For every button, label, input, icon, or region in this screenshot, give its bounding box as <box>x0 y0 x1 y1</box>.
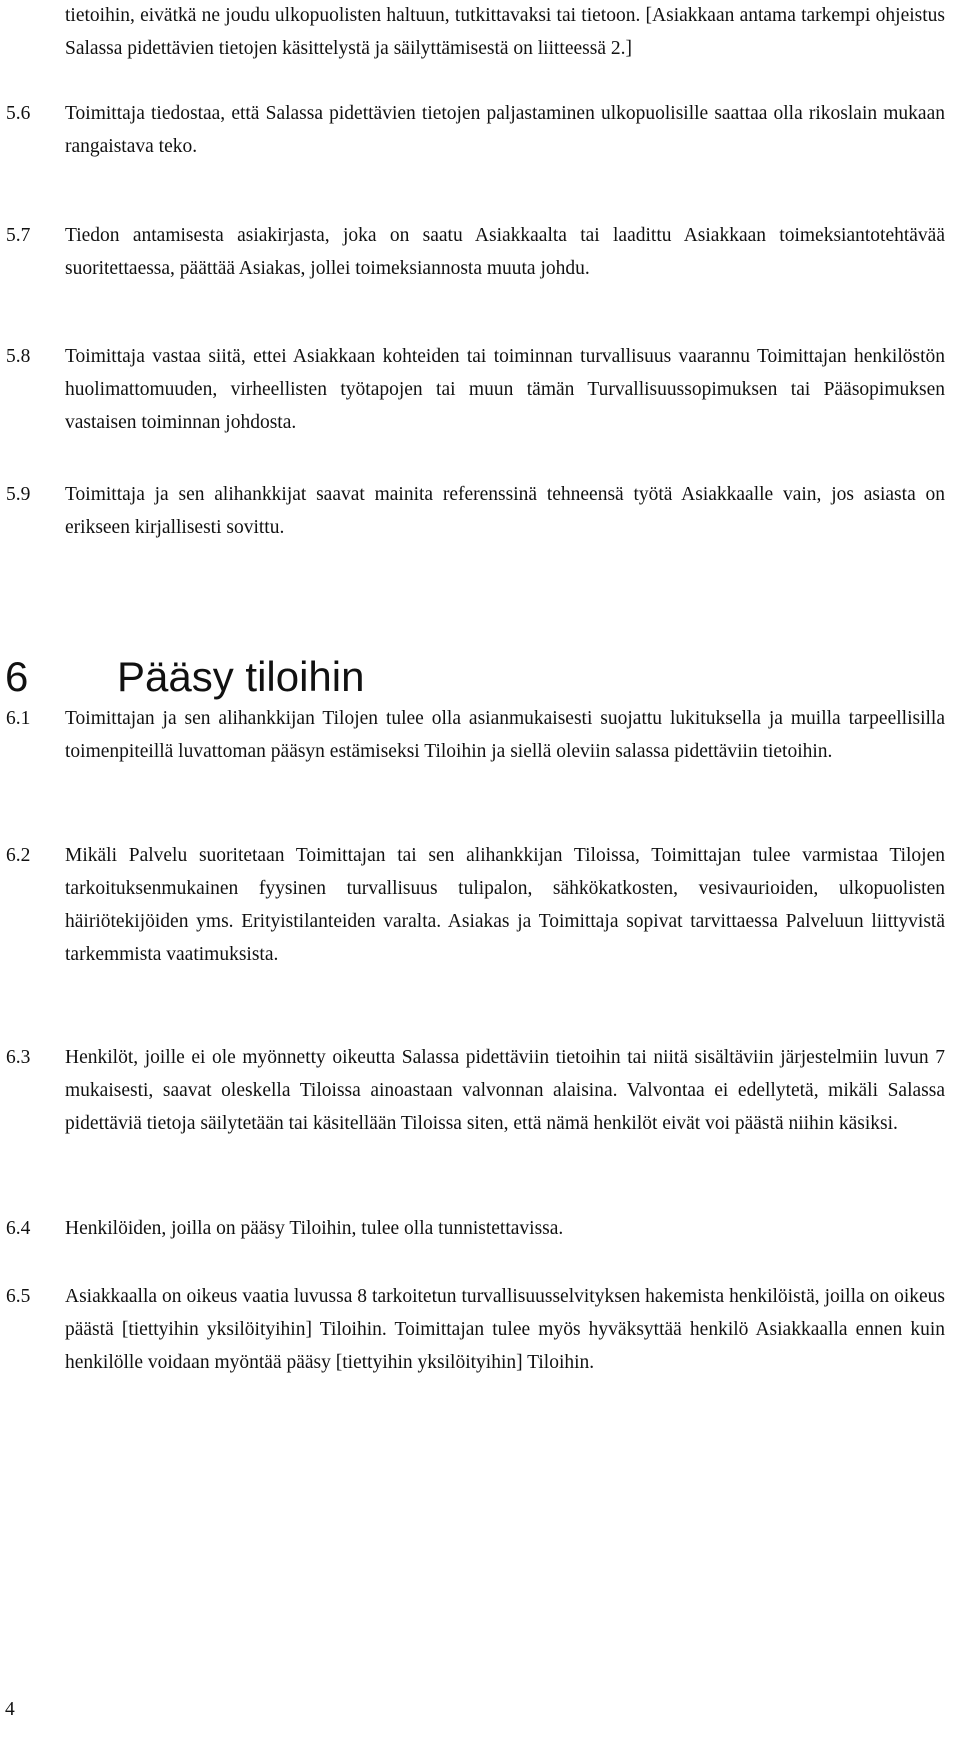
clause-number: 6.1 <box>6 708 31 729</box>
clause-6-3 <box>6 1041 945 1140</box>
clause-number: 5.8 <box>6 346 31 367</box>
clause-text: Toimittaja vastaa siitä, ettei Asiakkaan kohteiden tai toiminnan turvallisuus vaarannu Toimittajan henkilöstön huolimattomuuden, virheellisten työtapojen tai muun tämän Turvallisuussopimuksen tai Pääsopimuksen vastaisen toiminnan johdosta. <box>65 346 945 433</box>
clause-text: Toimittaja tiedostaa, että Salassa pidettävien tietojen paljastaminen ulkopuolisille saattaa olla rikoslain mukaan rangaistava teko. <box>65 103 945 157</box>
clause-text: Tiedon antamisesta asiakirjasta, joka on saatu Asiakkaalta tai laadittu Asiakkaan toimeksiantotehtävää suoritettaessa, päättää Asiakas, jollei toimeksiannosta muuta johdu. <box>65 225 945 279</box>
clause-number: 5.9 <box>6 484 31 505</box>
clause-5-7 <box>6 219 945 285</box>
section-heading <box>5 650 364 704</box>
clause-6-1 <box>6 702 945 768</box>
continuation-paragraph: tietoihin, eivätkä ne joudu ulkopuolisten haltuun, tutkittavaksi tai tietoon. [Asiakkaan antama tarkempi ohjeistus Salassa pidettävien tietojen käsittelystä ja säilyttämisestä on liitteessä 2.] <box>65 5 945 59</box>
heading-title: Pääsy tiloihin <box>117 653 365 700</box>
heading-number: 6 <box>5 653 29 700</box>
clause-number: 6.3 <box>6 1047 31 1068</box>
clause-6-5 <box>6 1280 945 1379</box>
clause-5-9 <box>6 478 945 544</box>
clause-text: Henkilöt, joille ei ole myönnetty oikeutta Salassa pidettäviin tietoihin tai niitä sisältäviin järjestelmiin luvun 7 mukaisesti, saavat oleskella Tiloissa ainoastaan valvonnan alaisina. Valvontaa ei edellytetä, mikäli Salassa pidettäviä tietoja säilytetään tai käsitellään Tiloissa siten, että nämä henkilöt eivät voi päästä niihin käsiksi. <box>65 1047 945 1134</box>
clause-text: Asiakkaalla on oikeus vaatia luvussa 8 tarkoitetun turvallisuusselvityksen hakemista henkilöistä, joilla on oikeus päästä [tiettyihin yksilöityihin] Tiloihin. Toimittajan tulee myös hyväksyttää henkilö Asiakkaalla ennen kuin henkilölle voidaan myöntää pääsy [tiettyihin yksilöityihin] Tiloihin. <box>65 1286 945 1373</box>
clause-number: 6.2 <box>6 845 31 866</box>
clause-6-2 <box>6 839 945 971</box>
page-number: 4 <box>5 1699 15 1720</box>
clause-5-6 <box>6 97 945 163</box>
clause-number: 6.4 <box>6 1218 31 1239</box>
clause-text: Mikäli Palvelu suoritetaan Toimittajan tai sen alihankkijan Tiloissa, Toimittajan tulee varmistaa Tilojen tarkoituksenmukainen fyysinen turvallisuus tulipalon, sähkökatkosten, vesivaurioiden, ulkopuolisten häiriötekijöiden yms. Erityistilanteiden varalta. Asiakas ja Toimittaja sopivat tarvittaessa Palveluun liittyvistä tarkemmista vaatimuksista. <box>65 845 945 965</box>
clause-6-4 <box>6 1212 945 1245</box>
clause-number: 5.6 <box>6 103 31 124</box>
clause-5-8 <box>6 340 945 439</box>
clause-number: 6.5 <box>6 1286 31 1307</box>
clause-text: Toimittajan ja sen alihankkijan Tilojen tulee olla asianmukaisesti suojattu lukituksella ja muilla tarpeellisilla toimenpiteillä luvattoman pääsyn estämiseksi Tiloihin ja siellä oleviin salassa pidettäviin tietoihin. <box>65 708 945 762</box>
clause-number: 5.7 <box>6 225 31 246</box>
clause-text: Toimittaja ja sen alihankkijat saavat mainita referenssinä tehneensä työtä Asiakkaalle vain, jos asiasta on erikseen kirjallisesti sovittu. <box>65 484 945 538</box>
clause-text: Henkilöiden, joilla on pääsy Tiloihin, tulee olla tunnistettavissa. <box>65 1218 564 1239</box>
